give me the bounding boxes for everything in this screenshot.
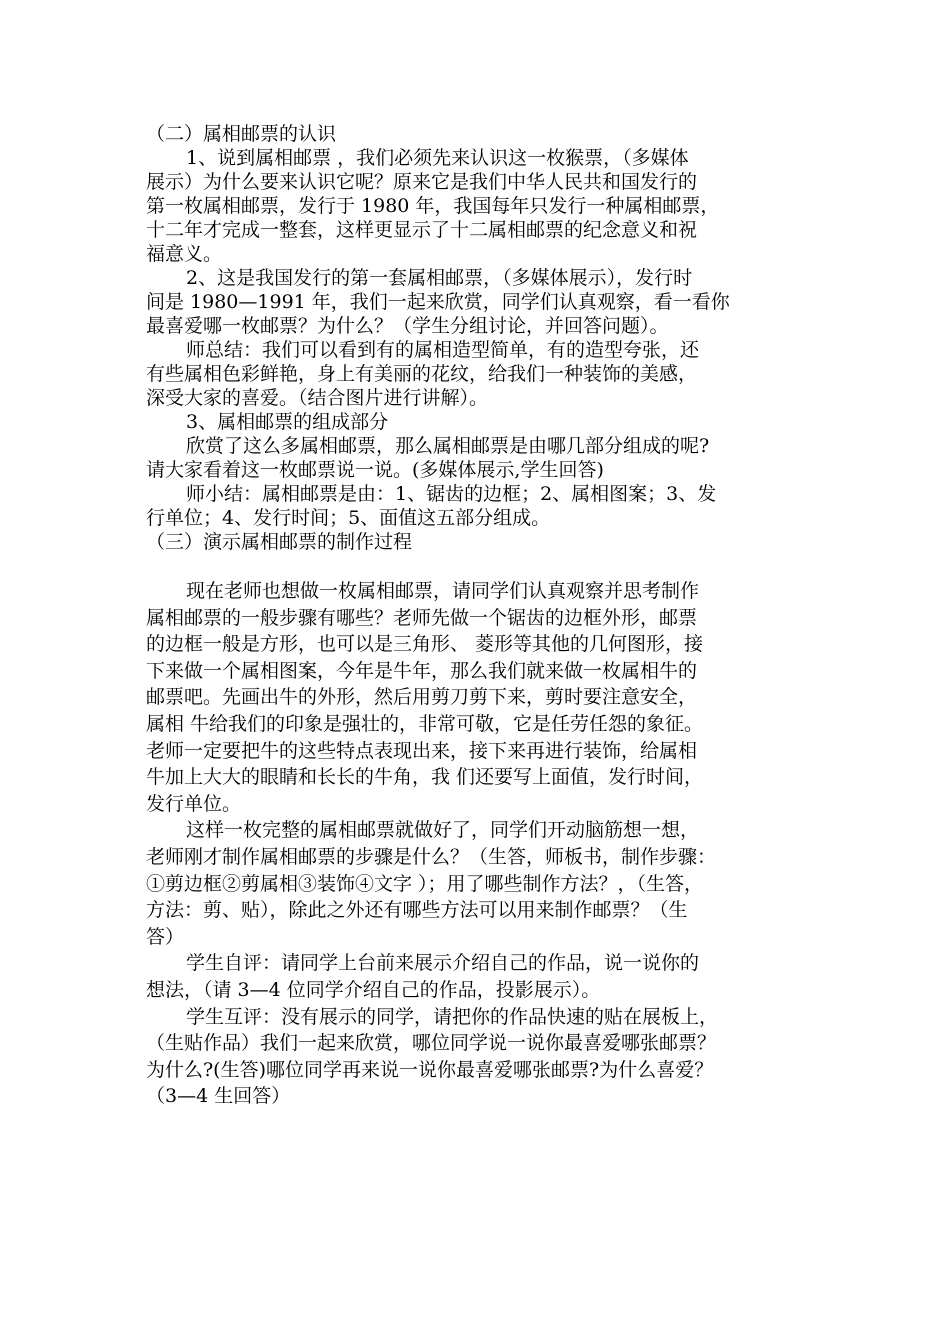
paragraph-components-summary: 师小结：属相邮票是由：1、锯齿的边框；2、属相图案；3、发 行单位；4、发行时间；5、面值这五部分组成。 [146, 483, 717, 529]
paragraph-monkey-stamp: 1、说到属相邮票 ，我们必须先来认识这一枚猴票，（多媒体 展示）为什么要来认识它呢？原来它是我们中华人民共和国发行的 第一枚属相邮票，发行于 1980 年，我国每年只发行一种属相邮票， 十二年才完成一整套，这样更显示了十二属相邮票的纪念意义和祝 福意义。 [146, 147, 720, 265]
paragraph-first-set: 2、这是我国发行的第一套属相邮票，（多媒体展示），发行时 间是 1980—1991 年，我们一起来欣赏，同学们认真观察，看一看你 最喜爱哪一枚邮票？为什么？（学生分组讨论，并回答问题）。 [146, 267, 730, 337]
section-3-body [146, 578, 826, 1110]
paragraph-teacher-summary: 师总结：我们可以看到有的属相造型简单，有的造型夸张，还 有些属相色彩鲜艳，身上有美丽的花纹，给我们一种装饰的美感， 深受大家的喜爱。（结合图片进行讲解）。 [146, 339, 700, 409]
paragraph-components-title: 3、属相邮票的组成部分 [186, 411, 389, 433]
paragraph-peer-review: 学生互评：没有展示的同学，请把你的作品快速的贴在展板上， （生贴作品）我们一起来欣赏，哪位同学说一说你最喜爱哪张邮票？ 为什么?(生答)哪位同学再来说一说你最喜爱哪张邮票?为什么喜爱？ （3—4 生回答） [146, 1005, 719, 1108]
paragraph-components-question: 欣赏了这么多属相邮票，那么属相邮票是由哪几部分组成的呢? 请大家看着这一枚邮票说一说。(多媒体展示,学生回答) [146, 435, 710, 481]
document-page [146, 122, 826, 1110]
paragraph-demo-process: 现在老师也想做一枚属相邮票，请同学们认真观察并思考制作 属相邮票的一般步骤有哪些？老师先做一个锯齿的边框外形，邮票 的边框一般是方形，也可以是三角形、 菱形等其他的几何图形，接 下来做一个属相图案，今年是牛年，那么我们就来做一枚属相牛的 邮票吧。先画出牛的外形，然后用剪刀剪下来，剪时要注意安全， 属相 牛给我们的印象是强壮的，非常可敬，它是任劳任怨的象征。 老师一定要把牛的这些特点表现出来，接下来再进行装饰，给属相 牛加上大大的眼睛和长长的牛角，我 们还要写上面值，发行时间， 发行单位。 [146, 580, 704, 815]
section-heading-2: （二）属相邮票的认识 [146, 123, 337, 145]
paragraph-self-review: 学生自评：请同学上台前来展示介绍自己的作品，说一说你的 想法，（请 3—4 位同学介绍自己的作品，投影展示）。 [146, 952, 700, 1001]
section-heading-3: （三）演示属相邮票的制作过程 [146, 531, 413, 553]
paragraph-steps: 这样一枚完整的属相邮票就做好了，同学们开动脑筋想一想， 老师刚才制作属相邮票的步骤是什么？（生答，师板书，制作步骤： ①剪边框②剪属相③装饰④文字 ）；用了哪些制作方法？，（生答， 方法：剪、贴），除此之外还有哪些方法可以用来制作邮票？（生 答） [146, 819, 717, 948]
blank-line [146, 554, 826, 578]
